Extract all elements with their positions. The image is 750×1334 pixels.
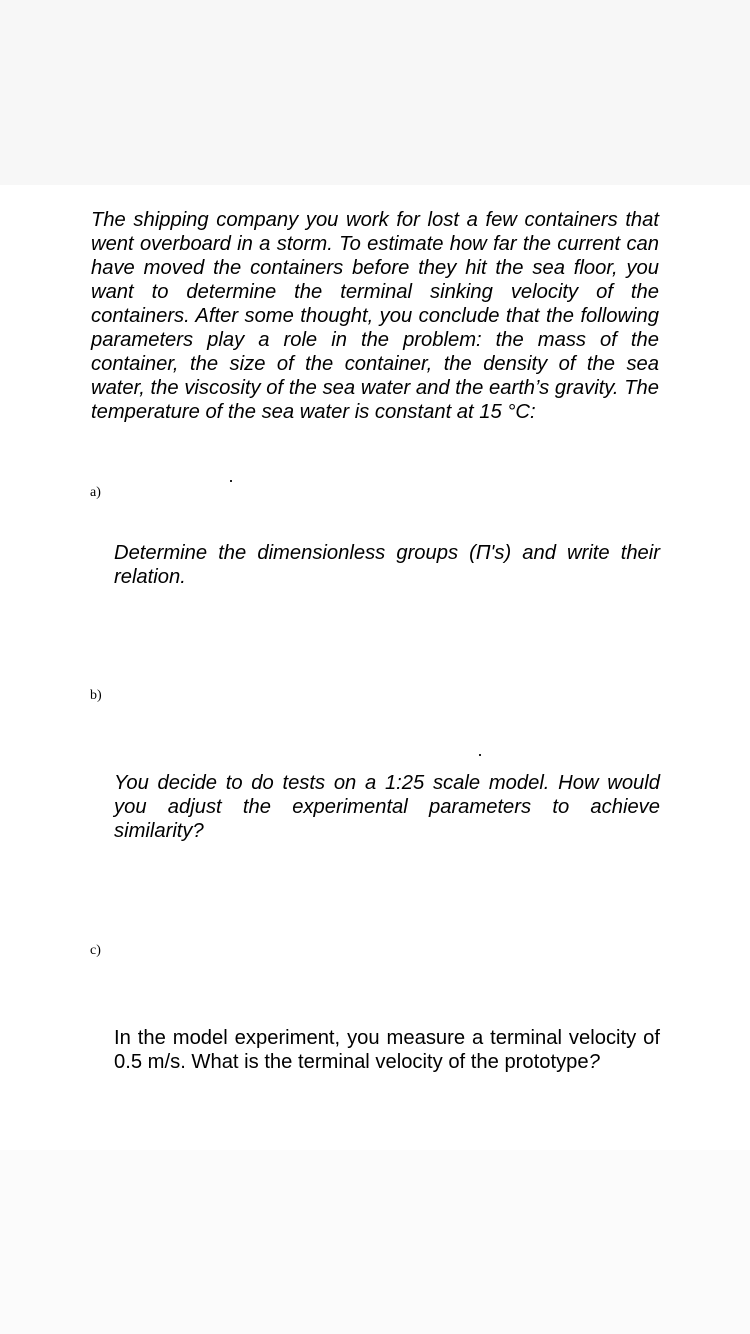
question-c-text: [114, 1026, 660, 1074]
stray-mark: [479, 754, 481, 756]
stray-mark: [230, 480, 232, 482]
question-a-label: a): [90, 485, 101, 500]
question-b-label: b): [90, 688, 102, 703]
question-c-label: c): [90, 943, 101, 958]
question-a-text: Determine the dimensionless groups (Π's) and write their relation.: [114, 542, 660, 588]
question-c-main: In the model experiment, you measure a terminal velocity of 0.5 m/s. What is the terminal velocity of the prototype: [114, 1027, 660, 1073]
question-c-mark: ?: [588, 1051, 600, 1073]
bottom-blank-band: [0, 1150, 750, 1334]
question-b-text: You decide to do tests on a 1:25 scale model. How would you adjust the experimental parameters to achieve similarity?: [114, 772, 660, 842]
top-blank-band: [0, 0, 750, 185]
problem-statement: The shipping company you work for lost a few containers that went overboard in a storm. To estimate how far the current can have moved the containers before they hit the sea floor, you want to determine the terminal sinking velocity of the containers. After some thought, you conclude that the following parameters play a role in the problem: the mass of the container, the size of the container, the density of the sea water, the viscosity of the sea water and the earth’s gravity. The temperature of the sea water is constant at 15 °C:: [91, 209, 659, 423]
